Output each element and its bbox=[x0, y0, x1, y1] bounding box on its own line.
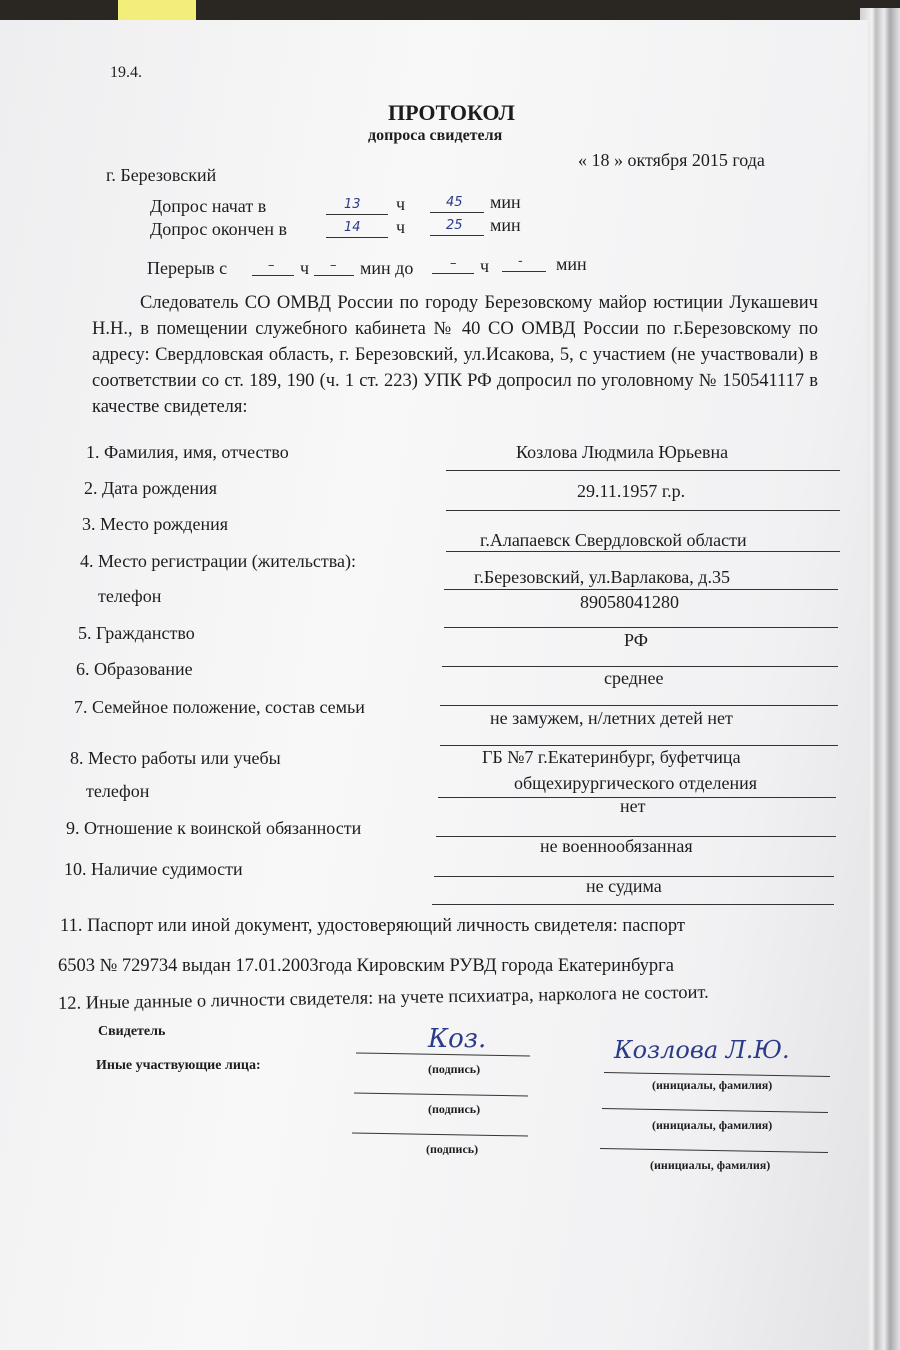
end-minute: 25 bbox=[446, 218, 463, 233]
item-11-line1: 11. Паспорт или иной документ, удостоверяющий личность свидетеля: паспорт bbox=[60, 916, 685, 936]
start-hour: 13 bbox=[344, 197, 361, 212]
end-hour: 14 bbox=[344, 220, 361, 235]
field-value: г.Березовский, ул.Варлакова, д.35 bbox=[474, 567, 730, 587]
intro-text: Следователь СО ОМВД России по городу Березовскому майор юстиции Лукашевич Н.Н., в помещении служебного кабинета № 40 СО ОМВД России по г.Березовскому по адресу: Свердловская область, г. Березовский, ул.Исакова, 5, с участием (не участвовали) в соответствии со ст. 189, 190 (ч. 1 ст. 223) УПК РФ допросил по уголовному № 150541117 в качестве свидетеля: bbox=[92, 293, 818, 417]
field-label: 8. Место работы или учебы bbox=[70, 748, 281, 768]
signature-caption: (подпись) bbox=[428, 1062, 481, 1076]
page-subtitle: допроса свидетеля bbox=[368, 127, 503, 144]
field-label: 10. Наличие судимости bbox=[64, 859, 243, 879]
name-caption: (инициалы, фамилия) bbox=[652, 1078, 773, 1092]
hour-unit: ч bbox=[300, 258, 310, 278]
minute-unit: мин bbox=[490, 192, 521, 212]
field-label: 6. Образование bbox=[76, 659, 193, 679]
field-label: 2. Дата рождения bbox=[84, 478, 218, 498]
field-label: 9. Отношение к воинской обязанности bbox=[66, 818, 362, 838]
hour-unit: ч bbox=[480, 256, 490, 276]
field-value: ГБ №7 г.Екатеринбург, буфетчица bbox=[482, 747, 741, 767]
break-minute-from: – bbox=[330, 258, 337, 273]
page-title: ПРОТОКОЛ bbox=[388, 100, 515, 125]
start-label: Допрос начат в bbox=[150, 196, 267, 216]
break-hour-to: – bbox=[450, 256, 457, 271]
field-label: 5. Гражданство bbox=[78, 623, 195, 643]
break-label: Перерыв с bbox=[147, 258, 228, 278]
field-value: Козлова Людмила Юрьевна bbox=[516, 442, 729, 462]
field-label: телефон bbox=[98, 586, 162, 606]
hour-unit: ч bbox=[396, 194, 406, 214]
signature-caption: (подпись) bbox=[428, 1102, 481, 1116]
item-12: 12. Иные данные о личности свидетеля: на учете психиатра, нарколога не состоит. bbox=[57, 982, 709, 1014]
intro-paragraph bbox=[92, 290, 818, 420]
doc-number: 19.4. bbox=[110, 64, 142, 81]
date: « 18 » октября 2015 года bbox=[578, 150, 765, 170]
city: г. Березовский bbox=[106, 165, 217, 185]
field-value: нет bbox=[620, 796, 646, 816]
signature-caption: (подпись) bbox=[426, 1142, 479, 1156]
field-value: не замужем, н/летних детей нет bbox=[490, 708, 733, 728]
field-label: 7. Семейное положение, состав семьи bbox=[74, 697, 365, 717]
field-label: 3. Место рождения bbox=[82, 514, 229, 534]
witness-signature: Коз. bbox=[428, 1024, 487, 1054]
witness-label: Свидетель bbox=[98, 1024, 166, 1039]
break-to-label: мин до bbox=[360, 258, 414, 278]
field-value: РФ bbox=[624, 630, 648, 650]
hour-unit: ч bbox=[396, 217, 406, 237]
field-label: 1. Фамилия, имя, отчество bbox=[86, 442, 289, 462]
item-11-line2: 6503 № 729734 выдан 17.01.2003года Кировским РУВД города Екатеринбурга bbox=[58, 956, 674, 976]
field-value: не судима bbox=[586, 876, 662, 896]
name-caption: (инициалы, фамилия) bbox=[650, 1158, 771, 1172]
witness-name-handwritten: Козлова Л.Ю. bbox=[614, 1036, 790, 1064]
field-value: не военнообязанная bbox=[540, 836, 693, 856]
field-label: телефон bbox=[86, 781, 150, 801]
break-hour-from: – bbox=[268, 258, 275, 273]
field-value: среднее bbox=[604, 668, 664, 688]
field-value: г.Алапаевск Свердловской области bbox=[480, 530, 747, 550]
field-value: 89058041280 bbox=[580, 592, 679, 612]
others-label: Иные участвующие лица: bbox=[96, 1058, 261, 1073]
minute-unit: мин bbox=[556, 254, 587, 274]
name-caption: (инициалы, фамилия) bbox=[652, 1118, 773, 1132]
field-value: 29.11.1957 г.р. bbox=[577, 481, 686, 501]
minute-unit: мин bbox=[490, 215, 521, 235]
field-value: общехирургического отделения bbox=[514, 773, 757, 793]
field-label: 4. Место регистрации (жительства): bbox=[80, 551, 357, 571]
end-label: Допрос окончен в bbox=[150, 219, 287, 239]
start-minute: 45 bbox=[446, 195, 463, 210]
break-minute-to: - bbox=[518, 254, 523, 269]
